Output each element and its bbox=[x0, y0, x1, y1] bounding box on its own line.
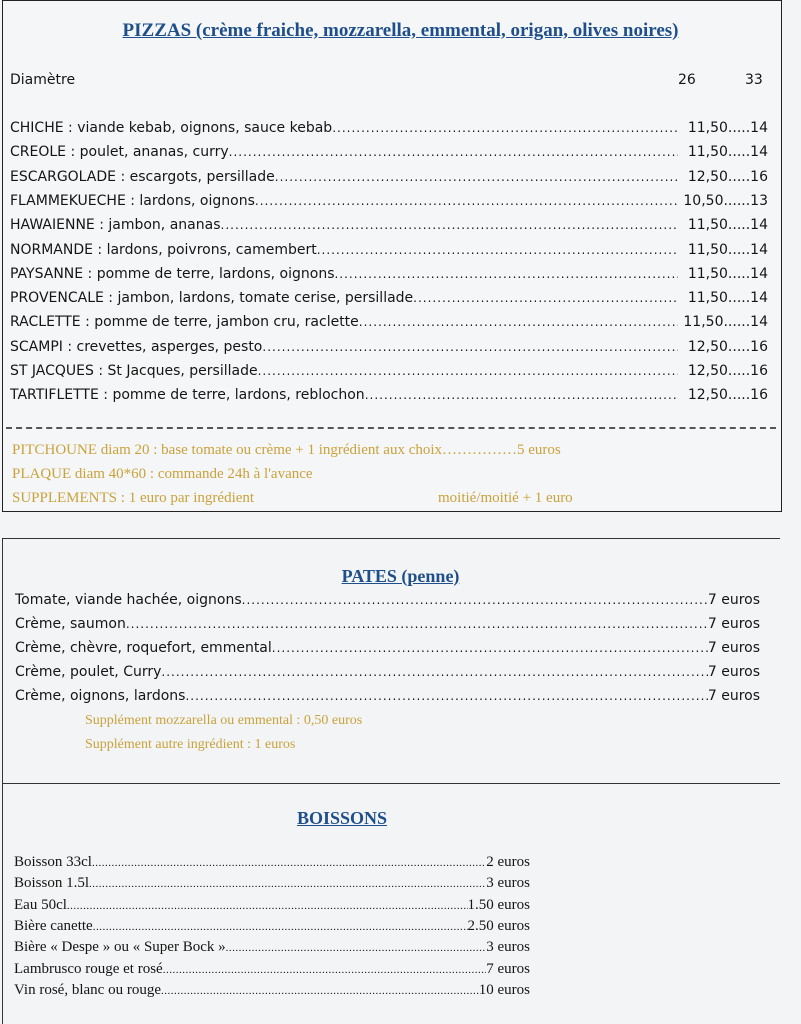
pates-row bbox=[15, 616, 760, 632]
pizza-row bbox=[10, 387, 768, 403]
pates-row-price: 7 euros bbox=[707, 640, 760, 656]
boisson-row-price: 7 euros bbox=[486, 960, 530, 977]
boisson-row-price: 1.50 euros bbox=[467, 896, 530, 913]
pizza-row-price: 11,50.....14 bbox=[687, 290, 768, 307]
pizza-row-price: 12,50.....16 bbox=[687, 168, 768, 185]
diametre-label: Diamètre bbox=[10, 72, 76, 88]
pizza-row-name: RACLETTE : pomme de terre, jambon cru, raclette bbox=[10, 314, 359, 331]
boisson-row-name: Bière canette bbox=[14, 917, 93, 934]
dot-leader bbox=[93, 921, 468, 933]
dot-leader bbox=[229, 145, 678, 159]
dot-leader bbox=[126, 617, 708, 631]
pates-row-name: Crème, chèvre, roquefort, emmental bbox=[15, 640, 272, 656]
size-33-label: 33 bbox=[745, 72, 763, 88]
plaque-note: PLAQUE diam 40*60 : commande 24h à l'avance bbox=[12, 466, 313, 482]
boisson-row-name: Boisson 1.5l bbox=[14, 875, 90, 892]
pizza-row-name: ESCARGOLADE : escargots, persillade bbox=[10, 168, 275, 185]
pizza-row bbox=[10, 314, 768, 330]
pitchoune-note: PITCHOUNE diam 20 : base tomate ou crème + 1 ingrédient aux choix……………5 euros bbox=[12, 442, 561, 458]
boisson-row-name: Boisson 33cl bbox=[14, 854, 92, 870]
boisson-row bbox=[14, 982, 530, 999]
pates-row bbox=[15, 592, 760, 608]
pates-row-name: Crème, saumon bbox=[15, 616, 126, 632]
pizza-row-price: 11,50.....14 bbox=[687, 144, 768, 161]
dot-leader bbox=[365, 388, 678, 402]
dot-leader bbox=[221, 218, 679, 232]
pizza-row bbox=[10, 290, 768, 306]
boissons-title: BOISSONS bbox=[296, 808, 388, 828]
pizza-row-price: 11,50.....14 bbox=[687, 217, 768, 234]
dot-leader bbox=[242, 593, 708, 607]
dot-leader bbox=[262, 340, 678, 354]
size-26-label: 26 bbox=[678, 72, 696, 88]
dashed-divider bbox=[6, 427, 776, 429]
pates-supplement-cheese: Supplément mozzarella ou emmental : 0,50 euros bbox=[85, 713, 363, 728]
pates-row-name: Crème, oignons, lardons bbox=[15, 688, 186, 704]
pizza-row-name: CREOLE : poulet, ananas, curry bbox=[10, 144, 229, 161]
pizza-row-name: FLAMMEKUECHE : lardons, oignons bbox=[10, 192, 255, 209]
boisson-row-name: Bière « Despe » ou « Super Bock » bbox=[14, 939, 226, 956]
dot-leader bbox=[163, 964, 487, 976]
pizza-row bbox=[10, 217, 768, 233]
dot-leader bbox=[161, 665, 707, 679]
boisson-row-price: 2.50 euros bbox=[467, 917, 530, 934]
pates-bottom-border bbox=[2, 783, 780, 784]
supplements-note: SUPPLEMENTS : 1 euro par ingrédient bbox=[12, 490, 255, 506]
pizza-row bbox=[10, 169, 768, 185]
pizza-row-price: 11,50.....14 bbox=[687, 241, 768, 258]
boisson-row bbox=[14, 875, 530, 892]
pizza-row-price: 11,50.....14 bbox=[687, 265, 768, 282]
pates-row bbox=[15, 640, 760, 656]
pizza-row-name: HAWAIENNE : jambon, ananas bbox=[10, 217, 221, 234]
pizza-row bbox=[10, 144, 768, 160]
boisson-row-name: Eau 50cl bbox=[14, 896, 67, 913]
pates-title: PATES (penne) bbox=[341, 566, 460, 586]
dot-leader bbox=[89, 878, 486, 890]
pates-row-price: 7 euros bbox=[707, 688, 760, 704]
pizza-row-price: 11,50......14 bbox=[683, 314, 768, 331]
pates-top-border bbox=[2, 538, 780, 539]
pizza-row bbox=[10, 339, 768, 355]
pizza-row-price: 12,50.....16 bbox=[687, 363, 768, 379]
pizza-row-name: TARTIFLETTE : pomme de terre, lardons, reblochon bbox=[10, 387, 365, 404]
pates-row-price: 7 euros bbox=[707, 664, 760, 680]
dot-leader bbox=[317, 243, 678, 257]
boisson-row-price: 10 euros bbox=[478, 981, 530, 998]
boisson-row bbox=[14, 961, 530, 978]
boisson-row bbox=[14, 854, 530, 871]
dot-leader bbox=[359, 315, 678, 329]
pates-row-name: Crème, poulet, Curry bbox=[15, 664, 162, 680]
pizza-row-price: 11,50.....14 bbox=[687, 120, 768, 136]
moitie-note: moitié/moitié + 1 euro bbox=[438, 490, 573, 506]
pizza-row bbox=[10, 363, 768, 379]
pizza-row-price: 10,50......13 bbox=[683, 192, 768, 209]
pizza-row bbox=[10, 120, 768, 136]
boissons-left-border bbox=[2, 783, 3, 1024]
pates-row-name: Tomate, viande hachée, oignons bbox=[15, 592, 242, 608]
pizza-row bbox=[10, 193, 768, 209]
pizza-row bbox=[10, 242, 768, 258]
boisson-row bbox=[14, 897, 530, 914]
dot-leader bbox=[413, 291, 678, 305]
dot-leader bbox=[258, 364, 678, 378]
pizza-row-name: PROVENCALE : jambon, lardons, tomate cerise, persillade bbox=[10, 290, 414, 307]
boisson-row-name: Lambrusco rouge et rosé bbox=[14, 960, 163, 977]
pizza-row-price: 12,50.....16 bbox=[687, 387, 768, 404]
boisson-row bbox=[14, 918, 530, 935]
pates-row-price: 7 euros bbox=[707, 616, 760, 632]
dot-leader bbox=[332, 121, 678, 135]
dot-leader bbox=[226, 942, 487, 954]
dot-leader bbox=[67, 900, 468, 912]
pates-row bbox=[15, 688, 760, 704]
boisson-row-price: 2 euros bbox=[486, 854, 530, 870]
boisson-row-name: Vin rosé, blanc ou rouge bbox=[14, 981, 161, 998]
dot-leader bbox=[334, 267, 678, 281]
pizza-row-name: PAYSANNE : pomme de terre, lardons, oignons bbox=[10, 265, 335, 282]
boisson-row-price: 3 euros bbox=[486, 875, 530, 892]
pizza-row-name: CHICHE : viande kebab, oignons, sauce kebab bbox=[10, 120, 333, 136]
dot-leader bbox=[255, 194, 678, 208]
pizza-row-price: 12,50.....16 bbox=[687, 338, 768, 355]
pizza-row bbox=[10, 266, 768, 282]
dot-leader bbox=[275, 170, 678, 184]
pizza-row-name: SCAMPI : crevettes, asperges, pesto bbox=[10, 338, 263, 355]
dot-leader bbox=[92, 857, 486, 869]
boisson-row-price: 3 euros bbox=[486, 939, 530, 956]
pates-supplement-other: Supplément autre ingrédient : 1 euros bbox=[85, 737, 296, 752]
pizzas-title: PIZZAS (crème fraiche, mozzarella, emmental, origan, olives noires) bbox=[122, 20, 679, 41]
dot-leader bbox=[185, 689, 707, 703]
pates-row bbox=[15, 664, 760, 680]
dot-leader bbox=[272, 641, 708, 655]
boisson-row bbox=[14, 939, 530, 956]
pates-row-price: 7 euros bbox=[707, 592, 760, 608]
dot-leader bbox=[161, 985, 479, 997]
pizza-row-name: ST JACQUES : St Jacques, persillade bbox=[10, 363, 258, 379]
pizza-row-name: NORMANDE : lardons, poivrons, camembert bbox=[10, 241, 317, 258]
